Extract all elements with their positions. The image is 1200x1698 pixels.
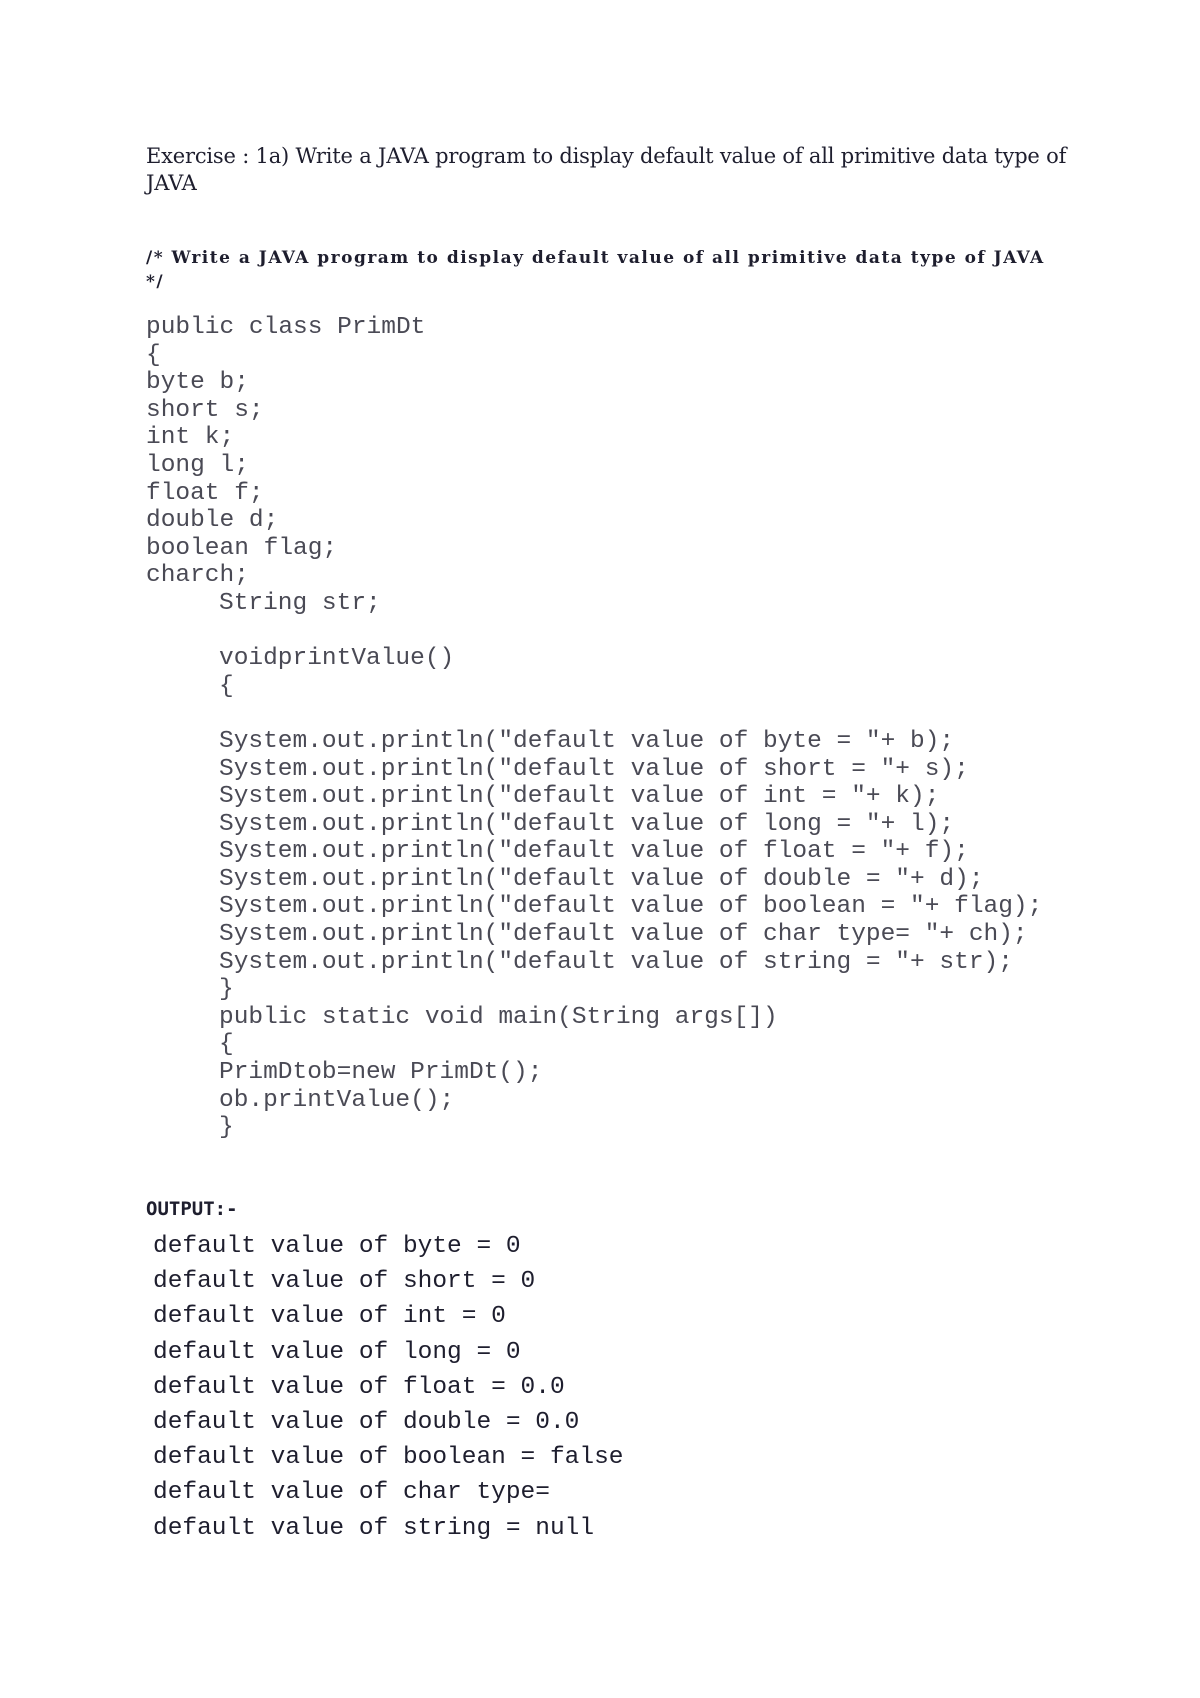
- code-line: {: [219, 672, 234, 700]
- output-line: default value of double = 0.0: [153, 1408, 580, 1436]
- output-line: default value of boolean = false: [153, 1444, 624, 1472]
- code-line: {: [146, 341, 161, 369]
- code-line: short s;: [146, 396, 264, 424]
- code-line: }: [219, 1114, 234, 1142]
- code-comment: /* Write a JAVA program to display default value of all primitive data type of JAVA */: [146, 248, 1045, 292]
- code-block: [146, 314, 1042, 1142]
- output-block: [153, 1229, 623, 1546]
- output-line: default value of char type=: [153, 1479, 550, 1507]
- code-line: voidprintValue(): [219, 645, 455, 673]
- code-line: System.out.println("default value of boolean = "+ flag);: [219, 893, 1043, 921]
- code-line: public class PrimDt: [146, 314, 426, 341]
- code-line: System.out.println("default value of double = "+ d);: [219, 865, 984, 893]
- code-line: System.out.println("default value of long = "+ l);: [219, 810, 955, 838]
- code-line: System.out.println("default value of short = "+ s);: [219, 755, 969, 783]
- code-blank-line: [146, 700, 1042, 728]
- code-line: System.out.println("default value of float = "+ f);: [219, 838, 969, 866]
- output-line: default value of float = 0.0: [153, 1373, 565, 1401]
- code-line: charch;: [146, 562, 249, 590]
- code-line: int k;: [146, 424, 235, 452]
- exercise-title: Exercise : 1a) Write a JAVA program to display default value of all primitive data type of JAVA: [146, 144, 1067, 195]
- code-line: byte b;: [146, 369, 249, 397]
- code-line: PrimDtob=new PrimDt();: [219, 1059, 543, 1087]
- code-line: boolean flag;: [146, 534, 338, 562]
- code-line: System.out.println("default value of int = "+ k);: [219, 783, 940, 811]
- code-line: System.out.println("default value of char type= "+ ch);: [219, 921, 1028, 949]
- output-line: default value of byte = 0: [153, 1233, 521, 1260]
- code-line: }: [219, 976, 234, 1004]
- output-label: OUTPUT:-: [146, 1198, 238, 1220]
- code-line: double d;: [146, 507, 279, 535]
- code-blank-line: [146, 618, 1042, 646]
- code-line: long l;: [146, 451, 249, 479]
- code-line: System.out.println("default value of byte = "+ b);: [219, 727, 955, 755]
- code-line: float f;: [146, 479, 264, 507]
- output-line: default value of int = 0: [153, 1303, 506, 1331]
- code-line: String str;: [219, 589, 381, 617]
- code-line: public static void main(String args[]): [219, 1003, 778, 1031]
- code-line: System.out.println("default value of string = "+ str);: [219, 948, 1013, 976]
- output-line: default value of long = 0: [153, 1338, 521, 1366]
- output-line: default value of string = null: [153, 1514, 595, 1542]
- code-line: ob.printValue();: [219, 1086, 455, 1114]
- code-line: {: [219, 1031, 234, 1059]
- output-line: default value of short = 0: [153, 1268, 536, 1296]
